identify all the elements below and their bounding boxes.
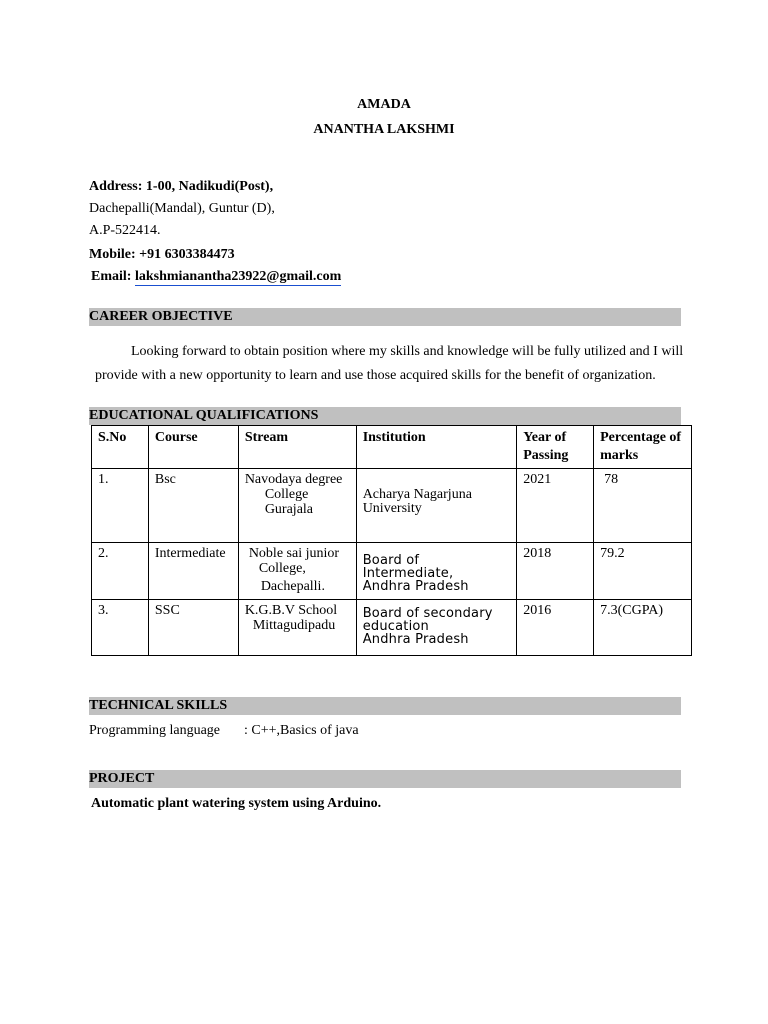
project-heading: PROJECT	[89, 770, 681, 788]
table-row	[92, 600, 692, 656]
institution-cell: Board of Intermediate, Andhra Pradesh	[356, 543, 517, 600]
education-heading: EDUCATIONAL QUALIFICATIONS	[89, 407, 681, 425]
sno-cell: 2.	[92, 543, 149, 600]
sno-cell: 1.	[92, 469, 149, 543]
percent-cell: 7.3(CGPA)	[594, 600, 692, 656]
year-cell: 2016	[517, 600, 594, 656]
objective-line-1: Looking forward to obtain position where my skills and knowledge will be fully utilized and I will	[131, 344, 684, 359]
address-line-1: Address: 1-00, Nadikudi(Post),	[89, 179, 274, 194]
email-label: Email:	[91, 269, 135, 284]
career-objective-heading: CAREER OBJECTIVE	[89, 308, 681, 326]
email-link[interactable]: lakshmianantha23922@gmail.com	[134, 269, 342, 284]
column-header: Percentage of marks	[594, 426, 692, 469]
percent-cell: 79.2	[594, 543, 692, 600]
mobile-number: Mobile: +91 6303384473	[89, 247, 235, 262]
skill-value: : C++,Basics of java	[244, 723, 359, 738]
project-title: Automatic plant watering system using Arduino.	[91, 796, 382, 811]
stream-cell: Noble sai junior College, Dachepalli.	[238, 543, 356, 600]
column-header: Stream	[238, 426, 356, 469]
email-line	[91, 269, 341, 285]
stream-cell: K.G.B.V School Mittagudipadu	[238, 600, 356, 656]
address-line-3: A.P-522414.	[89, 223, 161, 238]
course-cell: SSC	[148, 600, 238, 656]
year-cell: 2021	[517, 469, 594, 543]
address-line-2: Dachepalli(Mandal), Guntur (D),	[89, 201, 275, 216]
column-header: Institution	[356, 426, 517, 469]
year-cell: 2018	[517, 543, 594, 600]
column-header: S.No	[92, 426, 149, 469]
sno-cell: 3.	[92, 600, 149, 656]
column-header: Course	[148, 426, 238, 469]
column-header: Year of Passing	[517, 426, 594, 469]
institution-cell: Board of secondary education Andhra Pradesh	[356, 600, 517, 656]
education-table	[91, 425, 692, 656]
course-cell: Intermediate	[148, 543, 238, 600]
full-name: ANANTHA LAKSHMI	[313, 122, 455, 137]
surname: AMADA	[357, 97, 411, 112]
skill-label: Programming language	[89, 723, 221, 738]
objective-line-2: provide with a new opportunity to learn and use those acquired skills for the benefit of organization.	[95, 368, 656, 383]
percent-cell: 78	[594, 469, 692, 543]
stream-cell: Navodaya degree College Gurajala	[238, 469, 356, 543]
table-row	[92, 469, 692, 543]
institution-cell: Acharya Nagarjuna University	[356, 469, 517, 543]
course-cell: Bsc	[148, 469, 238, 543]
table-header-row	[92, 426, 692, 469]
technical-skills-heading: TECHNICAL SKILLS	[89, 697, 681, 715]
table-row	[92, 543, 692, 600]
